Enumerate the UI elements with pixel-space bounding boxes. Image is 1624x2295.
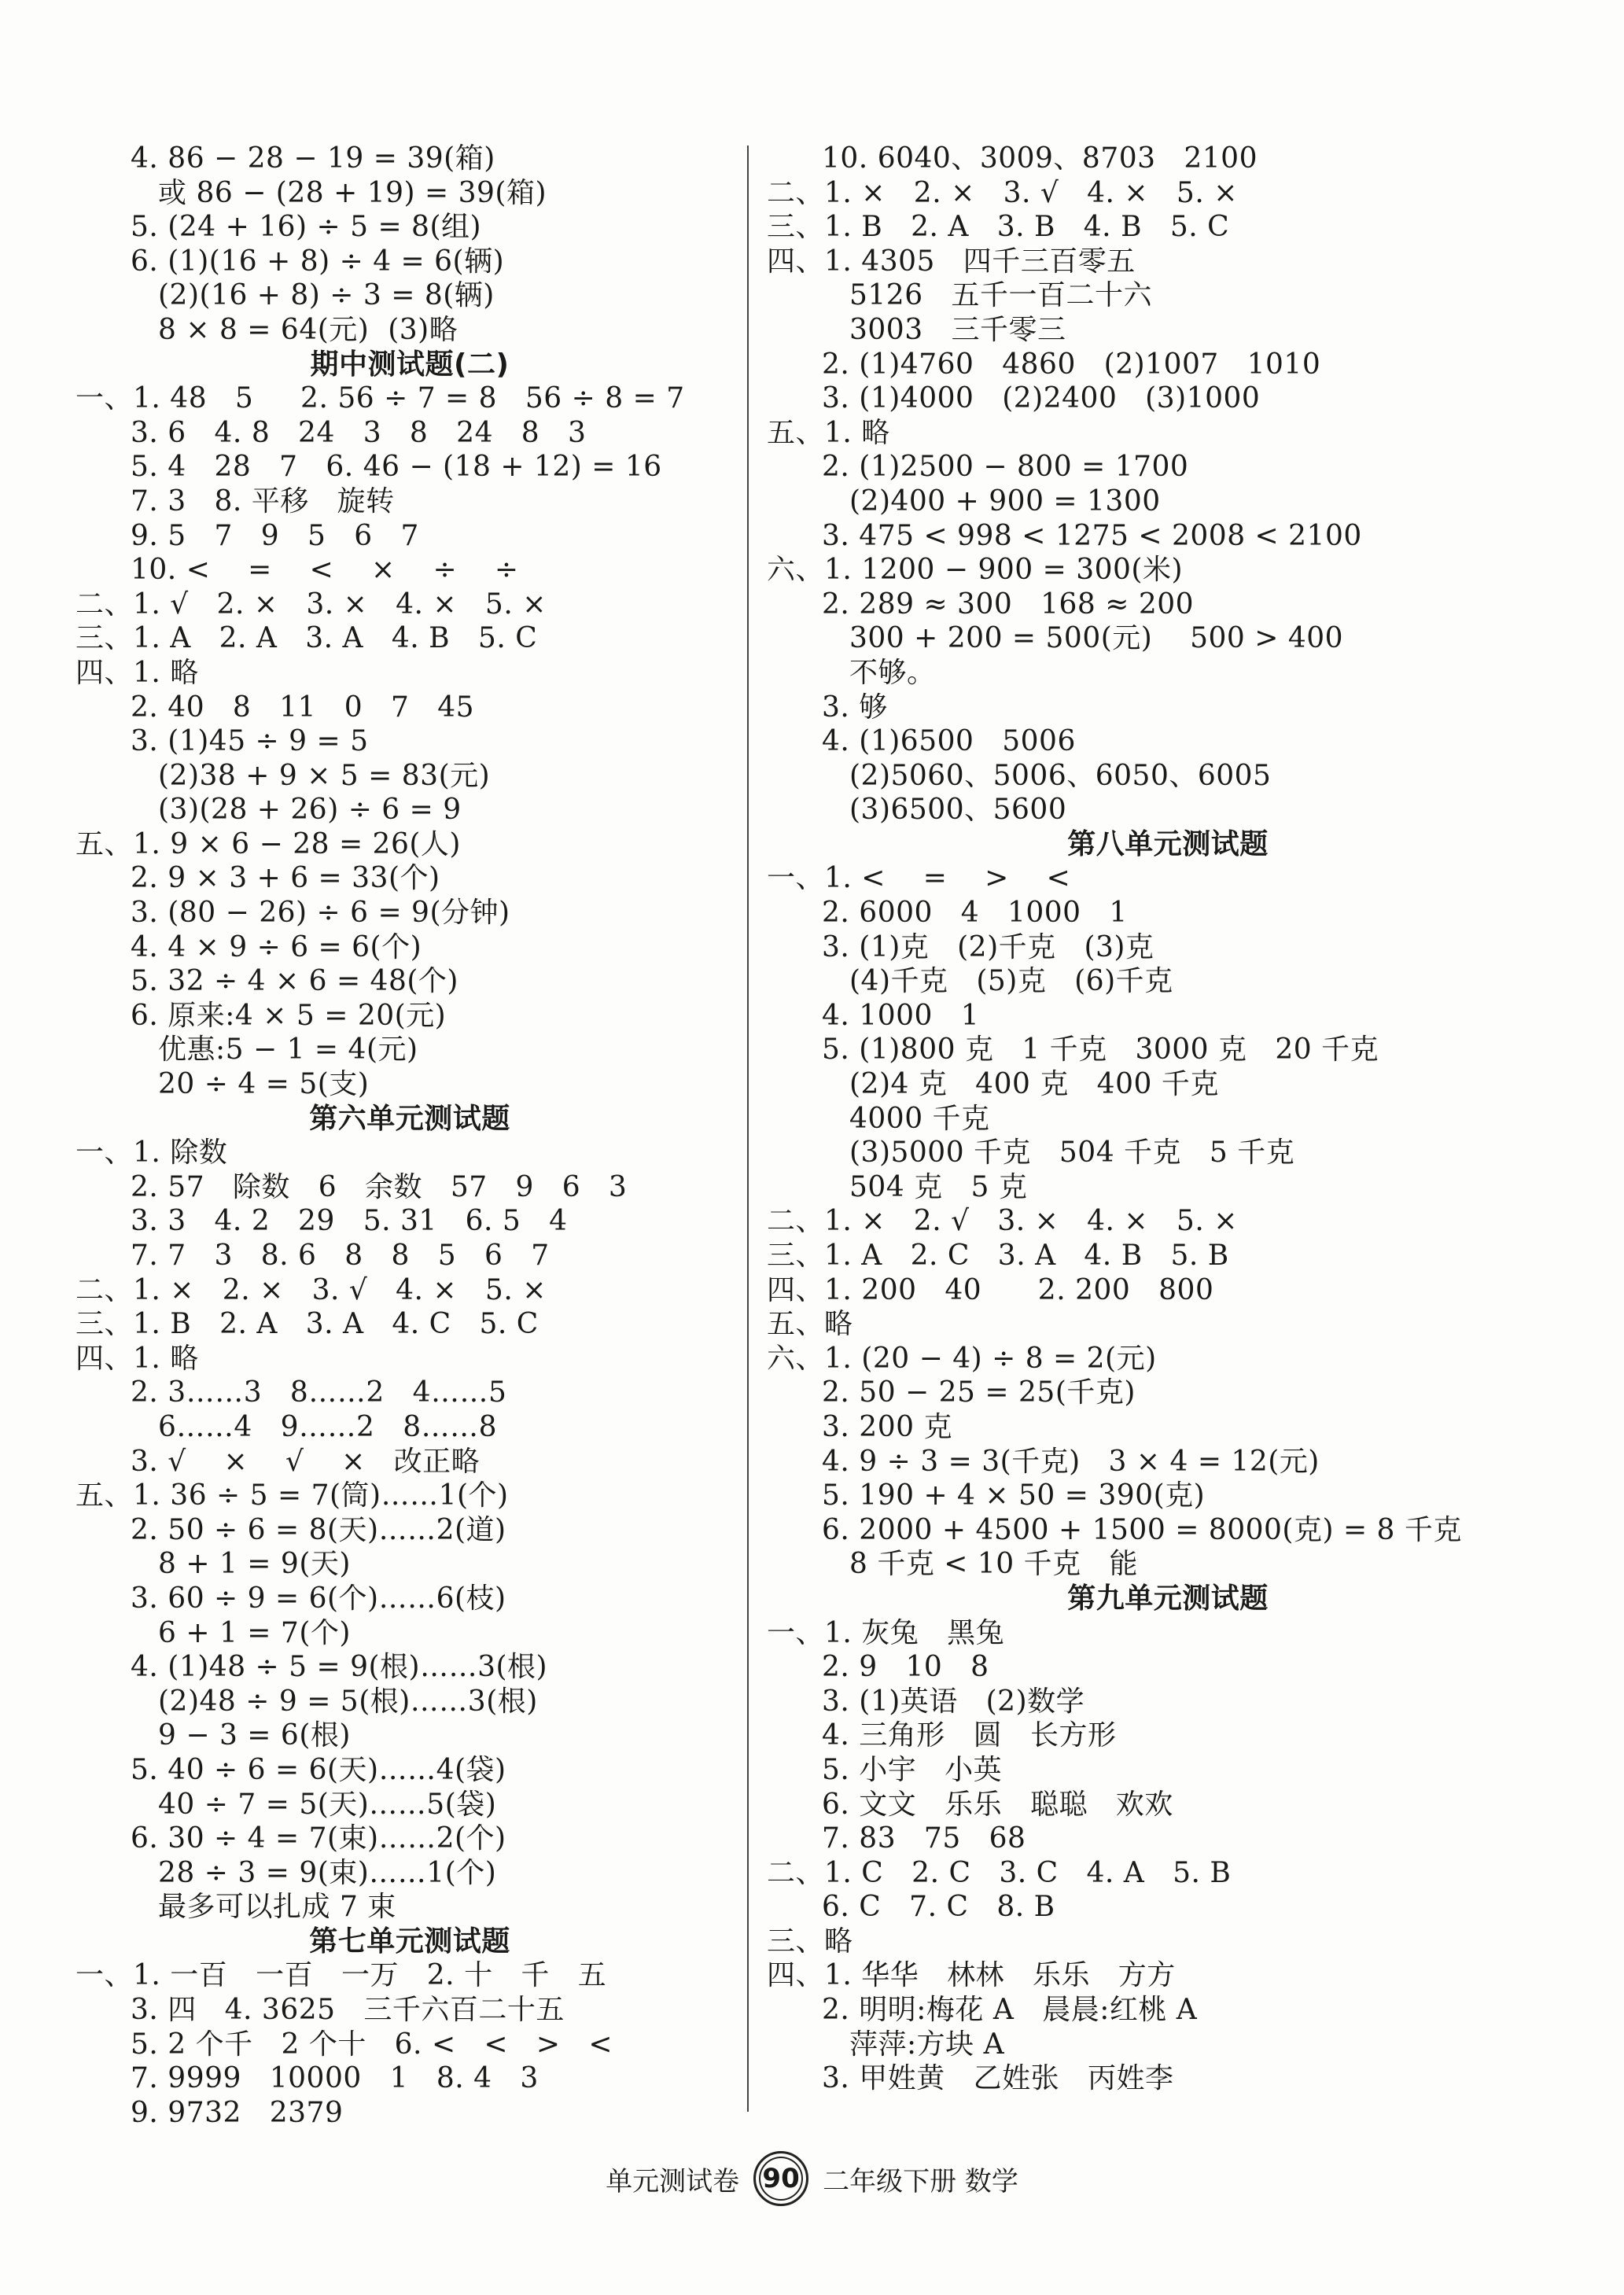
answer-line: 一、1. 48 5 2. 56 ÷ 7 = 8 56 ÷ 8 = 7 [75, 382, 685, 415]
answer-line: 2. 50 ÷ 6 = 8(天)……2(道) [131, 1513, 506, 1546]
answer-line: 二、1. × 2. √ 3. × 4. × 5. × [767, 1205, 1238, 1238]
answer-line: 504 克 5 克 [849, 1170, 1028, 1203]
answer-line: 20 ÷ 4 = 5(支) [158, 1068, 370, 1101]
answer-line: 4. 1000 1 [822, 999, 980, 1032]
answer-line: 4. 86 − 28 − 19 = 39(箱) [131, 142, 495, 175]
answer-line: 4. 9 ÷ 3 = 3(千克) 3 × 4 = 12(元) [822, 1445, 1320, 1478]
answer-line: (2)5060、5006、6050、6005 [849, 759, 1272, 792]
answer-line: 4000 千克 [849, 1102, 990, 1135]
answer-line: 一、1. < = > < [767, 862, 1071, 895]
answer-line: 7. 3 8. 平移 旋转 [131, 484, 395, 518]
answer-line: 四、1. 200 40 2. 200 800 [767, 1273, 1214, 1306]
answer-line: (3)5000 千克 504 千克 5 千克 [849, 1136, 1295, 1170]
answer-line: 2. 40 8 11 0 7 45 [131, 691, 475, 724]
answer-line: (2)48 ÷ 9 = 5(根)……3(根) [158, 1685, 538, 1718]
answer-line: 10. < = < × ÷ ÷ [131, 554, 519, 587]
answer-line: 6. 文文 乐乐 聪聪 欢欢 [822, 1788, 1173, 1821]
answer-line: 4. (1)6500 5006 [822, 725, 1076, 758]
answer-line: (4)千克 (5)克 (6)千克 [849, 965, 1173, 998]
answer-line: 2. 3……3 8……2 4……5 [131, 1376, 507, 1409]
answer-line: 5. 4 28 7 6. 46 − (18 + 12) = 16 [131, 451, 662, 484]
answer-line: 9 − 3 = 6(根) [158, 1719, 351, 1752]
answer-line: 不够。 [849, 656, 936, 689]
answer-line: (2)(16 + 8) ÷ 3 = 8(辆) [158, 279, 495, 312]
answer-line: 二、1. × 2. × 3. √ 4. × 5. × [75, 1273, 547, 1306]
page-number-badge: 90 [753, 2151, 808, 2206]
answer-line: 7. 9999 10000 1 8. 4 3 [131, 2062, 539, 2095]
answer-line: 五、1. 9 × 6 − 28 = 26(人) [75, 827, 461, 860]
right-column [767, 142, 1569, 2096]
answer-line: (3)(28 + 26) ÷ 6 = 9 [158, 794, 462, 827]
answer-line: 3. √ × √ × 改正略 [131, 1445, 481, 1478]
answer-line: 六、1. (20 − 4) ÷ 8 = 2(元) [767, 1342, 1157, 1375]
answer-line: 四、1. 略 [75, 1342, 199, 1375]
answer-line: 三、1. A 2. A 3. A 4. B 5. C [75, 622, 538, 655]
answer-line: 二、1. × 2. × 3. √ 4. × 5. × [767, 176, 1238, 209]
answer-line: 三、1. B 2. A 3. A 4. C 5. C [75, 1308, 539, 1341]
answer-line: 最多可以扎成 7 束 [158, 1891, 396, 1924]
answer-line: 3. 够 [822, 691, 888, 724]
answer-line: 三、1. B 2. A 3. B 4. B 5. C [767, 211, 1230, 244]
answer-line: 4. 4 × 9 ÷ 6 = 6(个) [131, 930, 422, 963]
footer-book-title: 单元测试卷 [606, 2165, 740, 2197]
answer-line: 10. 6040、3009、8703 2100 [822, 142, 1258, 175]
answer-line: 3. (80 − 26) ÷ 6 = 9(分钟) [131, 897, 510, 930]
answer-line: 二、1. C 2. C 3. C 4. A 5. B [767, 1856, 1232, 1889]
answer-line: (2)4 克 400 克 400 千克 [849, 1068, 1219, 1101]
answer-line: 9. 9732 2379 [131, 2096, 344, 2129]
answer-line: 5. (1)800 克 1 千克 3000 克 20 千克 [822, 1033, 1379, 1066]
answer-line: 6. (1)(16 + 8) ÷ 4 = 6(辆) [131, 245, 505, 278]
answer-line: 28 ÷ 3 = 9(束)……1(个) [158, 1856, 497, 1889]
section-heading: 第八单元测试题 [1067, 827, 1269, 860]
answer-line: 3. 200 克 [822, 1410, 952, 1443]
section-heading: 期中测试题(二) [310, 348, 510, 381]
answer-line: 7. 7 3 8. 6 8 8 5 6 7 [131, 1240, 550, 1272]
answer-line: (2)38 + 9 × 5 = 83(元) [158, 759, 491, 792]
answer-line: 五、1. 略 [767, 416, 890, 449]
answer-line: 8 + 1 = 9(天) [158, 1548, 351, 1581]
answer-line: 一、1. 一百 一百 一万 2. 十 千 五 [75, 1959, 607, 1992]
answer-line: 2. 289 ≈ 300 168 ≈ 200 [822, 588, 1195, 621]
answer-line: 7. 83 75 68 [822, 1822, 1026, 1855]
answer-line: 五、略 [767, 1308, 853, 1341]
answer-line: 5. 小宇 小英 [822, 1753, 1003, 1786]
answer-line: 4. 三角形 圆 长方形 [822, 1719, 1117, 1752]
answer-line: 4. (1)48 ÷ 5 = 9(根)……3(根) [131, 1651, 548, 1684]
answer-line: 6. 2000 + 4500 + 1500 = 8000(克) = 8 千克 [822, 1513, 1462, 1546]
answer-line: 9. 5 7 9 5 6 7 [131, 519, 419, 552]
answer-line: 5. 190 + 4 × 50 = 390(克) [822, 1479, 1206, 1512]
answer-line: 二、1. √ 2. × 3. × 4. × 5. × [75, 588, 547, 621]
answer-line: 六、1. 1200 − 900 = 300(米) [767, 554, 1184, 587]
answer-line: 3. 四 4. 3625 三千六百二十五 [131, 1994, 565, 2027]
column-divider [747, 146, 749, 2112]
answer-line: 三、略 [767, 1925, 853, 1958]
answer-line: 一、1. 灰兔 黑兔 [767, 1616, 1005, 1649]
answer-line: 40 ÷ 7 = 5(天)……5(袋) [158, 1788, 497, 1821]
answer-line: 300 + 200 = 500(元) 500 > 400 [849, 622, 1344, 655]
answer-line: 2. 明明:梅花 A 晨晨:红桃 A [822, 1994, 1198, 2027]
answer-line: 3. 甲姓黄 乙姓张 丙姓李 [822, 2062, 1174, 2095]
answer-line: 5. 40 ÷ 6 = 6(天)……4(袋) [131, 1753, 506, 1786]
answer-line: 3. 6 4. 8 24 3 8 24 8 3 [131, 416, 587, 449]
answer-line: 8 千克 < 10 千克 能 [849, 1548, 1138, 1581]
answer-line: 2. 9 × 3 + 6 = 33(个) [131, 862, 440, 895]
page-footer [0, 2147, 1624, 2210]
answer-line: 6. 30 ÷ 4 = 7(束)……2(个) [131, 1822, 506, 1855]
answer-line: 3. (1)4000 (2)2400 (3)1000 [822, 382, 1261, 415]
answer-line: 5126 五千一百二十六 [849, 279, 1152, 312]
answer-line: 3. (1)45 ÷ 9 = 5 [131, 725, 369, 758]
answer-line: 3. 475 < 998 < 1275 < 2008 < 2100 [822, 519, 1362, 552]
answer-line: 2. (1)2500 − 800 = 1700 [822, 451, 1189, 484]
answer-line: 2. 50 − 25 = 25(千克) [822, 1376, 1136, 1409]
answer-line: 四、1. 华华 林林 乐乐 方方 [767, 1959, 1176, 1992]
answer-line: 四、1. 略 [75, 656, 199, 689]
left-column [75, 142, 744, 2130]
answer-line: 6. C 7. C 8. B [822, 1891, 1055, 1924]
answer-line: 五、1. 36 ÷ 5 = 7(筒)……1(个) [75, 1479, 509, 1512]
answer-line: 5. (24 + 16) ÷ 5 = 8(组) [131, 211, 482, 244]
section-heading: 第九单元测试题 [1067, 1582, 1269, 1615]
answer-line: 6 + 1 = 7(个) [158, 1616, 351, 1649]
answer-line: 2. 6000 4 1000 1 [822, 897, 1128, 930]
answer-line: 3. 3 4. 2 29 5. 31 6. 5 4 [131, 1205, 568, 1238]
answer-line: 3003 三千零三 [849, 313, 1066, 346]
answer-line: 8 × 8 = 64(元) (3)略 [158, 313, 458, 346]
answer-line: 3. 60 ÷ 9 = 6(个)……6(枝) [131, 1582, 506, 1615]
answer-line: (2)400 + 900 = 1300 [849, 484, 1161, 518]
answer-line: 2. (1)4760 4860 (2)1007 1010 [822, 348, 1321, 381]
answer-line: (3)6500、5600 [849, 794, 1067, 827]
answer-line: 3. (1)克 (2)千克 (3)克 [822, 930, 1154, 963]
answer-line: 5. 2 个千 2 个十 6. < < > < [131, 2028, 613, 2061]
answer-line: 萍萍:方块 A [849, 2028, 1005, 2061]
answer-line: 三、1. A 2. C 3. A 4. B 5. B [767, 1240, 1229, 1272]
section-heading: 第六单元测试题 [309, 1102, 510, 1135]
answer-line: 或 86 − (28 + 19) = 39(箱) [158, 176, 547, 209]
answer-line: 四、1. 4305 四千三百零五 [767, 245, 1136, 278]
answer-line: 6. 原来:4 × 5 = 20(元) [131, 999, 447, 1032]
answer-line: 5. 32 ÷ 4 × 6 = 48(个) [131, 965, 458, 998]
footer-grade-subject: 二年级下册 数学 [823, 2165, 1018, 2197]
answer-line: 一、1. 除数 [75, 1136, 228, 1170]
answer-line: 6……4 9……2 8……8 [158, 1410, 498, 1443]
answer-line: 3. (1)英语 (2)数学 [822, 1685, 1085, 1718]
section-heading: 第七单元测试题 [309, 1925, 510, 1958]
answer-line: 优惠:5 − 1 = 4(元) [158, 1033, 418, 1066]
answer-line: 2. 9 10 8 [822, 1651, 989, 1684]
answer-line: 2. 57 除数 6 余数 57 9 6 3 [131, 1170, 628, 1203]
